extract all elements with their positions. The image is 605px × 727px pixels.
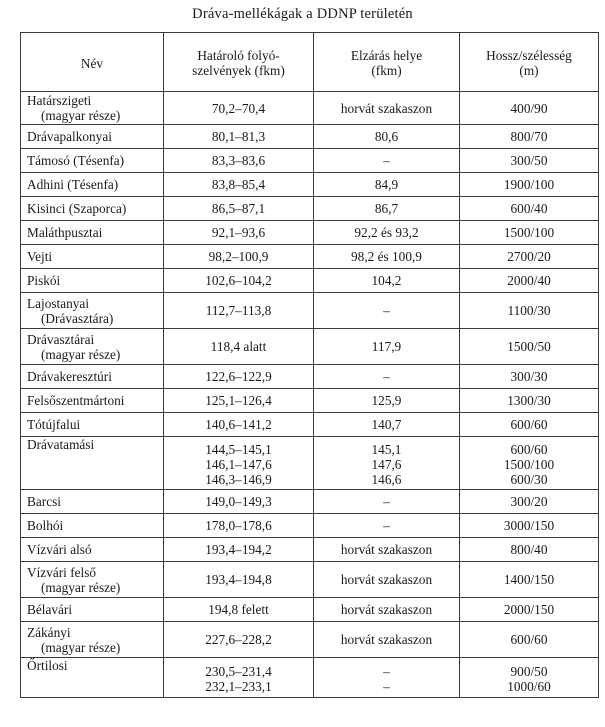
cell-closure bbox=[314, 293, 460, 329]
cell-value-line: 118,4 alatt bbox=[210, 339, 267, 354]
cell-closure bbox=[314, 221, 460, 245]
cell-fkm bbox=[164, 245, 314, 269]
table-row bbox=[21, 389, 599, 413]
cell-value-line: 3000/150 bbox=[503, 518, 555, 533]
cell-name bbox=[21, 293, 164, 329]
header-line: Elzárás helye bbox=[350, 48, 423, 63]
header-row bbox=[21, 33, 599, 92]
table-row bbox=[21, 658, 599, 698]
cell-name bbox=[21, 622, 164, 658]
cell-fkm bbox=[164, 125, 314, 149]
cell-value-line: 80,6 bbox=[374, 129, 399, 144]
cell-value-line: 2700/20 bbox=[507, 249, 551, 264]
cell-name-line: Kisinci (Szaporca) bbox=[27, 201, 127, 216]
table-row bbox=[21, 329, 599, 365]
cell-value-line: 125,1–126,4 bbox=[205, 393, 272, 408]
cell-fkm bbox=[164, 413, 314, 437]
cell-value-line: 117,9 bbox=[371, 339, 402, 354]
cell-name bbox=[21, 562, 164, 598]
table-row bbox=[21, 92, 599, 125]
cell-closure bbox=[314, 658, 460, 698]
cell-value-line: 144,5–145,1 bbox=[205, 441, 272, 457]
cell-value-line: 102,6–104,2 bbox=[205, 273, 272, 288]
header-size bbox=[460, 33, 599, 92]
cell-value-line: 1500/50 bbox=[507, 339, 551, 354]
cell-closure bbox=[314, 173, 460, 197]
cell-name bbox=[21, 149, 164, 173]
cell-value-line: 83,3–83,6 bbox=[211, 153, 266, 168]
cell-value-line: 600/60 bbox=[510, 632, 548, 647]
header-line: szelvények (fkm) bbox=[192, 63, 285, 78]
cell-value-line: 86,7 bbox=[374, 201, 399, 216]
cell-name-line: Piskói bbox=[27, 273, 61, 288]
table-row bbox=[21, 173, 599, 197]
cell-value-line: 98,2 és 100,9 bbox=[351, 249, 422, 264]
cell-value-line: 2000/150 bbox=[503, 602, 555, 617]
cell-name-line: Vejti bbox=[27, 249, 53, 264]
header-name bbox=[21, 33, 164, 92]
cell-value-line: 1400/150 bbox=[503, 572, 555, 587]
cell-fkm bbox=[164, 598, 314, 622]
cell-size bbox=[460, 92, 599, 125]
cell-value-line: horvát szakaszon bbox=[340, 632, 433, 647]
cell-fkm bbox=[164, 437, 314, 490]
cell-value-line: 900/50 bbox=[510, 663, 548, 679]
cell-size bbox=[460, 125, 599, 149]
cell-name bbox=[21, 365, 164, 389]
cell-name bbox=[21, 490, 164, 514]
cell-value-line: horvát szakaszon bbox=[340, 100, 433, 116]
cell-value-line: 92,1–93,6 bbox=[211, 225, 266, 240]
cell-value-line: 1900/100 bbox=[503, 177, 555, 192]
table-row bbox=[21, 413, 599, 437]
cell-value-line: – bbox=[383, 678, 390, 694]
cell-name bbox=[21, 658, 164, 698]
cell-value-line: 146,3–146,9 bbox=[205, 471, 272, 487]
cell-fkm bbox=[164, 92, 314, 125]
table-row bbox=[21, 538, 599, 562]
cell-name-line: Maláthpusztai bbox=[27, 225, 103, 240]
cell-name-line: Bélavári bbox=[27, 602, 73, 617]
cell-value-line: 140,7 bbox=[371, 417, 402, 432]
cell-size bbox=[460, 598, 599, 622]
cell-name bbox=[21, 413, 164, 437]
cell-value-line: 112,7–113,8 bbox=[205, 303, 272, 318]
cell-name-line: Felsőszentmártoni bbox=[27, 393, 125, 408]
cell-value-line: 145,1 bbox=[371, 441, 402, 457]
cell-size bbox=[460, 538, 599, 562]
cell-value-line: 146,6 bbox=[371, 471, 402, 487]
table-row bbox=[21, 221, 599, 245]
cell-name-line: Barcsi bbox=[27, 494, 61, 509]
cell-value-line: 149,0–149,3 bbox=[205, 494, 272, 509]
cell-closure bbox=[314, 538, 460, 562]
cell-value-line: 92,2 és 93,2 bbox=[354, 225, 419, 240]
header-line: (m) bbox=[519, 63, 539, 78]
cell-value-line: 300/20 bbox=[510, 494, 548, 509]
header-fkm bbox=[164, 33, 314, 92]
cell-value-line: 70,2–70,4 bbox=[211, 100, 266, 116]
cell-size bbox=[460, 329, 599, 365]
cell-value-line: 600/60 bbox=[510, 417, 548, 432]
cell-value-line: 400/90 bbox=[510, 100, 548, 116]
cell-name bbox=[21, 221, 164, 245]
table-row bbox=[21, 562, 599, 598]
table-row bbox=[21, 269, 599, 293]
cell-closure bbox=[314, 197, 460, 221]
cell-size bbox=[460, 658, 599, 698]
cell-value-line: 147,6 bbox=[371, 456, 402, 472]
cell-size bbox=[460, 365, 599, 389]
cell-closure bbox=[314, 622, 460, 658]
cell-size bbox=[460, 149, 599, 173]
cell-name-line: (Drávasztára) bbox=[41, 310, 114, 326]
cell-fkm bbox=[164, 622, 314, 658]
cell-name bbox=[21, 197, 164, 221]
cell-value-line: 2000/40 bbox=[507, 273, 551, 288]
cell-size bbox=[460, 562, 599, 598]
table-row bbox=[21, 149, 599, 173]
cell-name-line: Lajostanyai bbox=[27, 295, 90, 311]
cell-value-line: 300/50 bbox=[510, 153, 548, 168]
cell-name bbox=[21, 269, 164, 293]
cell-closure bbox=[314, 562, 460, 598]
cell-value-line: 104,2 bbox=[371, 273, 402, 288]
cell-name-line: Tótújfalui bbox=[27, 417, 81, 432]
cell-value-line: – bbox=[383, 153, 390, 168]
cell-value-line: – bbox=[383, 663, 390, 679]
cell-size bbox=[460, 389, 599, 413]
cell-name bbox=[21, 245, 164, 269]
cell-value-line: 600/40 bbox=[510, 201, 548, 216]
cell-name-line: Vízvári alsó bbox=[27, 542, 92, 557]
table-row bbox=[21, 293, 599, 329]
cell-fkm bbox=[164, 269, 314, 293]
cell-name-line: (magyar része) bbox=[41, 639, 121, 655]
cell-value-line: – bbox=[383, 303, 390, 318]
cell-name bbox=[21, 173, 164, 197]
cell-name-line: Bolhói bbox=[27, 518, 64, 533]
cell-closure bbox=[314, 329, 460, 365]
cell-name-line: Drávatamási bbox=[27, 437, 95, 452]
cell-fkm bbox=[164, 365, 314, 389]
cell-name bbox=[21, 437, 164, 490]
table-row bbox=[21, 514, 599, 538]
cell-fkm bbox=[164, 293, 314, 329]
header-line: Hossz/szélesség bbox=[486, 48, 572, 63]
cell-value-line: 178,0–178,6 bbox=[205, 518, 272, 533]
cell-value-line: 300/30 bbox=[510, 369, 548, 384]
cell-value-line: 122,6–122,9 bbox=[205, 369, 272, 384]
cell-size bbox=[460, 437, 599, 490]
cell-name bbox=[21, 389, 164, 413]
table-body bbox=[21, 92, 599, 698]
cell-closure bbox=[314, 149, 460, 173]
cell-value-line: 1500/100 bbox=[503, 456, 555, 472]
table-row bbox=[21, 197, 599, 221]
cell-closure bbox=[314, 125, 460, 149]
table-row bbox=[21, 125, 599, 149]
cell-closure bbox=[314, 437, 460, 490]
cell-fkm bbox=[164, 562, 314, 598]
cell-fkm bbox=[164, 173, 314, 197]
cell-size bbox=[460, 221, 599, 245]
cell-name bbox=[21, 125, 164, 149]
cell-name-line: Zákányi bbox=[27, 624, 71, 640]
table-row bbox=[21, 490, 599, 514]
cell-value-line: horvát szakaszon bbox=[340, 572, 433, 587]
cell-size bbox=[460, 514, 599, 538]
cell-closure bbox=[314, 514, 460, 538]
cell-fkm bbox=[164, 221, 314, 245]
cell-value-line: 1100/30 bbox=[507, 303, 551, 318]
cell-closure bbox=[314, 413, 460, 437]
cell-name bbox=[21, 92, 164, 125]
cell-value-line: 1500/100 bbox=[503, 225, 555, 240]
cell-value-line: 83,8–85,4 bbox=[211, 177, 266, 192]
cell-name bbox=[21, 514, 164, 538]
cell-value-line: horvát szakaszon bbox=[340, 542, 433, 557]
cell-name bbox=[21, 598, 164, 622]
table-caption: Dráva-mellékágak a DDNP területén bbox=[192, 6, 413, 22]
cell-fkm bbox=[164, 514, 314, 538]
header-line: Határoló folyó- bbox=[197, 48, 280, 63]
cell-fkm bbox=[164, 658, 314, 698]
cell-size bbox=[460, 197, 599, 221]
cell-fkm bbox=[164, 490, 314, 514]
cell-fkm bbox=[164, 538, 314, 562]
cell-value-line: 146,1–147,6 bbox=[205, 456, 272, 472]
cell-value-line: 800/40 bbox=[510, 542, 548, 557]
table-row bbox=[21, 598, 599, 622]
cell-value-line: 86,5–87,1 bbox=[211, 201, 266, 216]
cell-fkm bbox=[164, 149, 314, 173]
cell-size bbox=[460, 293, 599, 329]
cell-name bbox=[21, 329, 164, 365]
cell-value-line: 800/70 bbox=[510, 129, 548, 144]
cell-size bbox=[460, 622, 599, 658]
cell-name-line: Drávasztárai bbox=[27, 331, 95, 347]
cell-value-line: – bbox=[383, 369, 390, 384]
cell-name-line: (magyar része) bbox=[41, 108, 121, 123]
cell-value-line: 1300/30 bbox=[507, 393, 551, 408]
cell-value-line: 125,9 bbox=[371, 393, 402, 408]
cell-value-line: 194,8 felett bbox=[208, 602, 269, 617]
cell-name-line: Drávakeresztúri bbox=[27, 369, 112, 384]
table-row bbox=[21, 245, 599, 269]
cell-value-line: 600/30 bbox=[510, 471, 548, 487]
cell-name-line: Támosó (Tésenfa) bbox=[27, 153, 125, 168]
cell-value-line: 1000/60 bbox=[507, 678, 551, 694]
cell-name-line: Határszigeti bbox=[27, 93, 92, 108]
cell-value-line: 84,9 bbox=[374, 177, 399, 192]
table-row bbox=[21, 622, 599, 658]
cell-name-line: Drávapalkonyai bbox=[27, 129, 112, 144]
cell-value-line: 80,1–81,3 bbox=[211, 129, 266, 144]
cell-closure bbox=[314, 598, 460, 622]
cell-size bbox=[460, 413, 599, 437]
cell-value-line: 227,6–228,2 bbox=[205, 632, 272, 647]
cell-name-line: (magyar része) bbox=[41, 346, 121, 362]
cell-name bbox=[21, 538, 164, 562]
cell-fkm bbox=[164, 389, 314, 413]
cell-value-line: horvát szakaszon bbox=[340, 602, 433, 617]
cell-closure bbox=[314, 490, 460, 514]
header-closure bbox=[314, 33, 460, 92]
cell-fkm bbox=[164, 329, 314, 365]
cell-value-line: 193,4–194,2 bbox=[205, 542, 272, 557]
header-line: Név bbox=[80, 55, 104, 71]
cell-closure bbox=[314, 389, 460, 413]
cell-size bbox=[460, 269, 599, 293]
cell-value-line: 230,5–231,4 bbox=[205, 663, 272, 679]
cell-closure bbox=[314, 92, 460, 125]
side-channels-table bbox=[20, 32, 599, 698]
cell-closure bbox=[314, 269, 460, 293]
table-row bbox=[21, 365, 599, 389]
cell-name-line: Adhini (Tésenfa) bbox=[27, 177, 119, 192]
cell-fkm bbox=[164, 197, 314, 221]
cell-closure bbox=[314, 245, 460, 269]
cell-name-line: (magyar része) bbox=[41, 579, 121, 595]
cell-size bbox=[460, 490, 599, 514]
cell-value-line: 140,6–141,2 bbox=[205, 417, 272, 432]
cell-value-line: – bbox=[383, 494, 390, 509]
cell-closure bbox=[314, 365, 460, 389]
cell-name-line: Vízvári felső bbox=[27, 564, 97, 580]
cell-size bbox=[460, 245, 599, 269]
cell-value-line: 98,2–100,9 bbox=[208, 249, 269, 264]
header-line: (fkm) bbox=[371, 63, 402, 78]
cell-size bbox=[460, 173, 599, 197]
cell-value-line: 232,1–233,1 bbox=[205, 678, 272, 694]
table-row bbox=[21, 437, 599, 490]
cell-value-line: – bbox=[383, 518, 390, 533]
cell-value-line: 600/60 bbox=[510, 441, 548, 457]
cell-name-line: Őrtilosi bbox=[27, 658, 68, 673]
cell-value-line: 193,4–194,8 bbox=[205, 572, 272, 587]
